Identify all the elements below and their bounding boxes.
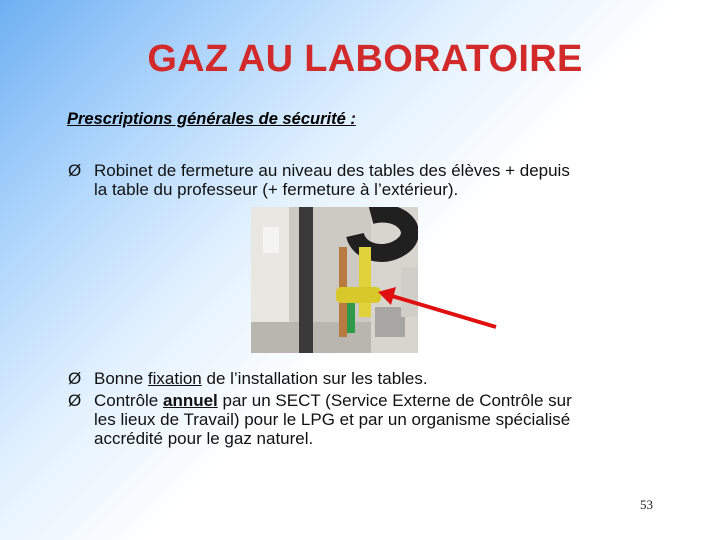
bullet-text-line: Contrôle annuel par un SECT (Service Externe de Contrôle sur	[94, 391, 572, 410]
underlined-word: annuel	[162, 391, 218, 410]
bullet-arrow-icon: Ø	[68, 369, 82, 388]
gas-pipe-photo	[251, 207, 418, 353]
section-subtitle: Prescriptions générales de sécurité :	[67, 110, 356, 128]
bullet-text-line: la table du professeur (+ fermeture à l’extérieur).	[94, 180, 459, 199]
page-number: 53	[640, 497, 653, 512]
bullet-arrow-icon: Ø	[68, 391, 82, 410]
bullet-text-line: les lieux de Travail) pour le LPG et par un organisme spécialisé	[94, 410, 571, 429]
bullet-text-line: Robinet de fermeture au niveau des tables des élèves + depuis	[94, 161, 570, 180]
slide-title: GAZ AU LABORATOIRE	[147, 38, 583, 80]
bullet-arrow-icon: Ø	[68, 161, 82, 180]
bullet-text-line: accrédité pour le gaz naturel.	[94, 429, 314, 448]
underlined-word: fixation	[147, 369, 202, 388]
